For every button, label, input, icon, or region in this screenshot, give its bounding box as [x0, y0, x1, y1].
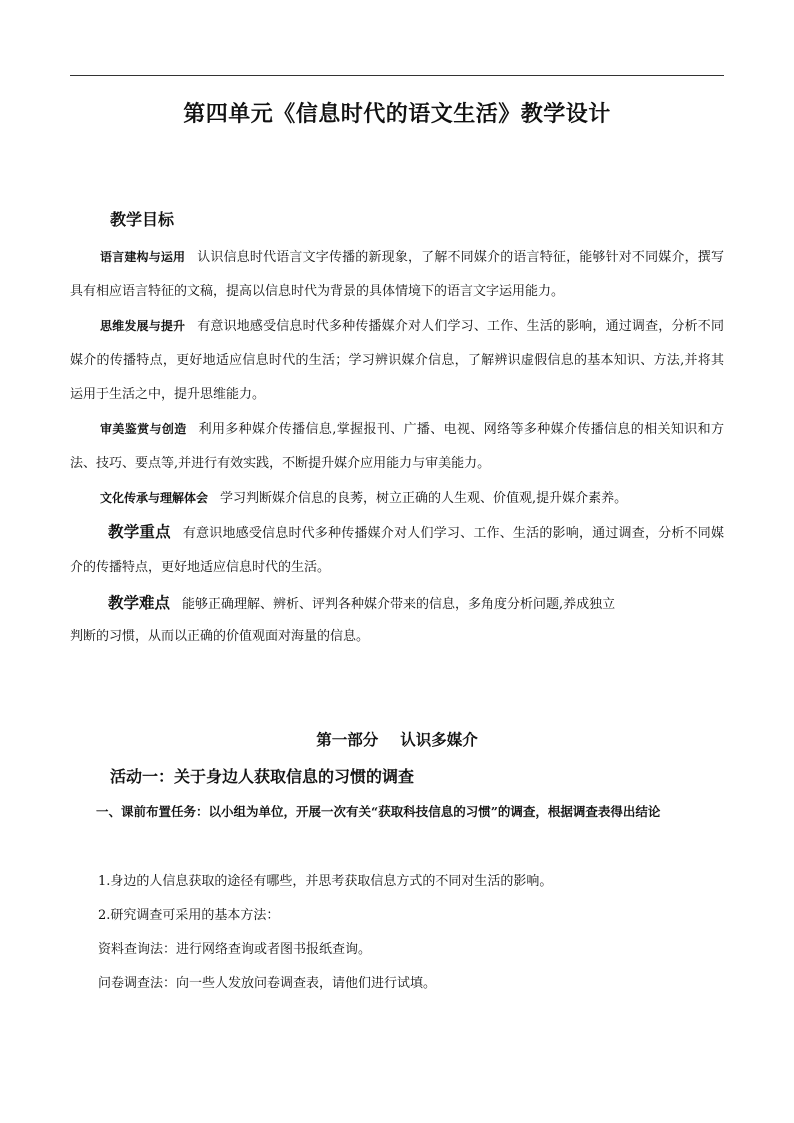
part-name: 认识多媒介	[400, 730, 478, 749]
objective-label: 思维发展与提升	[100, 319, 186, 333]
objective-text: 利用多种媒介传播信息,掌握报刊、广播、电视、网络等多种媒介传播信息的相关知识和方法、技巧、要点等,并进行有效实践，不断提升媒介应用能力与审美能力。	[70, 422, 724, 471]
key-points-text: 有意识地感受信息时代多种传播媒介对人们学习、工作、生活的影响，通过调查，分析不同媒介的传播特点，更好地适应信息时代的生活。	[70, 526, 724, 575]
objective-label: 语言建构与运用	[100, 250, 186, 264]
list-item: 资料查询法：进行网络查询或者图书报纸查询。	[98, 942, 372, 957]
objective-text: 有意识地感受信息时代多种传播媒介对人们学习、工作、生活的影响，通过调查，分析不同媒介的传播特点，更好地适应信息时代的生活；学习辨识媒介信息，了解辨识虚假信息的基本知识、方法,并将其运用于生活之中，提升思维能力。	[70, 319, 724, 402]
objective-label: 文化传承与理解体会	[100, 491, 209, 505]
objective-text: 学习判断媒介信息的良莠，树立正确的人生观、价值观,提升媒介素养。	[220, 491, 628, 506]
document-title: 第四单元《信息时代的语文生活》教学设计	[183, 101, 611, 127]
part-label: 第一部分	[316, 730, 379, 749]
difficult-points-heading: 教学难点	[108, 593, 171, 612]
list-item: 1.身边的人信息获取的途径有哪些，并思考获取信息方式的不同对生活的影响。	[98, 874, 553, 889]
objective-text: 认识信息时代语言文字传播的新现象，了解不同媒介的语言特征，能够针对不同媒介，撰写具有相应语言特征的文稿，提高以信息时代为背景的具体情境下的语言文字运用能力。	[70, 250, 724, 299]
objective-thinking	[70, 309, 724, 412]
difficult-points-line1	[70, 586, 724, 622]
objective-language	[70, 240, 724, 309]
objective-aesthetics	[70, 412, 724, 481]
objectives-heading: 教学目标	[110, 210, 175, 229]
task-paragraph	[70, 795, 724, 829]
header-rule	[70, 75, 724, 76]
list-item: 问卷调查法：向一些人发放问卷调查表，请他们进行试填。	[98, 976, 437, 991]
task-text: 一、课前布置任务：以小组为单位，开展一次有关“获取科技信息的习惯”的调查，根据调查表得出结论	[96, 804, 661, 819]
difficult-points-line2: 判断的习惯，从而以正确的价值观面对海量的信息。	[70, 629, 370, 644]
key-points-heading: 教学重点	[108, 522, 171, 541]
objective-label: 审美鉴赏与创造	[100, 422, 187, 436]
activity-title: 活动一：关于身边人获取信息的习惯的调查	[110, 767, 415, 786]
list-item: 2.研究调查可采用的基本方法：	[98, 908, 280, 923]
part-one-title	[0, 728, 794, 750]
objective-culture	[70, 481, 724, 516]
key-points	[70, 515, 724, 585]
difficult-points-text: 能够正确理解、辨析、评判各种媒介带来的信息，多角度分析问题,养成独立	[182, 597, 616, 612]
